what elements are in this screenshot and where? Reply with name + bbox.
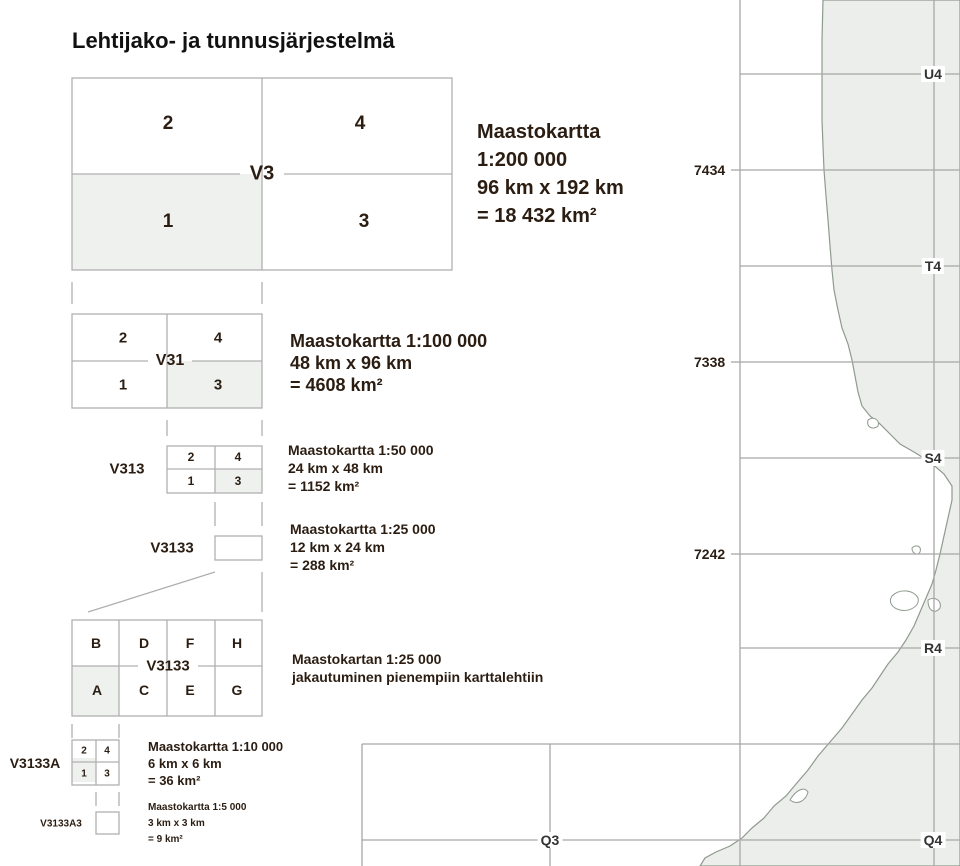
- northing-label: 7338: [694, 354, 726, 370]
- cell-number: 4: [213, 329, 223, 347]
- scale-info-50k: Maastokartta 1:50 000 24 km x 48 km = 1152 km²: [288, 442, 434, 494]
- sheet-code-v31: V31: [155, 352, 185, 369]
- subsheet-letter: G: [231, 682, 243, 698]
- sheet-code-v3133a3: V3133A3: [40, 818, 82, 830]
- island: [890, 591, 918, 610]
- scale-info-5k: Maastokartta 1:5 000 3 km x 3 km = 9 km²: [148, 802, 247, 845]
- page-title: Lehtijako- ja tunnusjärjestelmä: [72, 28, 395, 53]
- sheet-code-v313: V313: [109, 460, 145, 478]
- sheet-label-q3: Q3: [538, 832, 563, 848]
- subsheet-letter: E: [185, 682, 195, 698]
- cell-number: 2: [162, 113, 174, 134]
- subsheet-letter: H: [231, 635, 243, 651]
- subsheet-letter: B: [90, 635, 102, 651]
- cell-number: 1: [81, 768, 87, 780]
- subsheet-letter: D: [138, 635, 150, 651]
- sheet-code-v3133: V3133: [150, 539, 194, 557]
- sheet-code-v3: V3: [249, 162, 275, 185]
- subsheet-letter: F: [185, 635, 195, 651]
- cell-number: 2: [187, 450, 195, 464]
- sheet-25k: [215, 536, 262, 560]
- sheet-label-s4: S4: [921, 450, 944, 466]
- sheet-5k: [96, 812, 119, 834]
- cell-number: 3: [104, 768, 110, 780]
- sheet-label-u4: U4: [921, 66, 945, 82]
- island: [868, 418, 879, 428]
- cell-number: 3: [234, 474, 242, 488]
- cell-number: 1: [162, 211, 174, 232]
- northing-label: 7434: [694, 162, 726, 178]
- cell-number: 3: [358, 211, 370, 232]
- cell-number: 2: [81, 745, 87, 757]
- scale-info-25k: Maastokartta 1:25 000 12 km x 24 km = 288 km²: [290, 521, 436, 573]
- sheet-code-v3133-split: V3133: [146, 657, 190, 675]
- sheet-label-t4: T4: [922, 258, 944, 274]
- island: [912, 546, 920, 554]
- cell-number: 2: [118, 329, 128, 347]
- sheet-code-v3133a: V3133A: [9, 755, 61, 771]
- scale-info-200k: Maastokartta 1:200 000 96 km x 192 km = 18 432 km²: [477, 121, 624, 227]
- scale-info-25k-split: Maastokartan 1:25 000 jakautuminen pienempiin karttalehtiin: [292, 651, 544, 685]
- sheet-label-r4: R4: [921, 640, 945, 656]
- subsheet-letter: C: [138, 682, 150, 698]
- cell-number: 4: [354, 113, 366, 134]
- cell-number: 4: [234, 450, 242, 464]
- northing-label: 7242: [694, 546, 726, 562]
- scale-info-10k: Maastokartta 1:10 000 6 km x 6 km = 36 km²: [148, 739, 284, 788]
- coastline-land: [700, 0, 960, 866]
- scale-info-100k: Maastokartta 1:100 000 48 km x 96 km = 4608 km²: [290, 331, 488, 395]
- sheet-label-q4: Q4: [921, 832, 946, 848]
- cell-number: 1: [118, 376, 128, 394]
- cell-number: 4: [104, 745, 110, 757]
- cell-number: 3: [213, 376, 223, 394]
- cell-number: 1: [187, 474, 195, 488]
- subsheet-letter: A: [91, 682, 103, 698]
